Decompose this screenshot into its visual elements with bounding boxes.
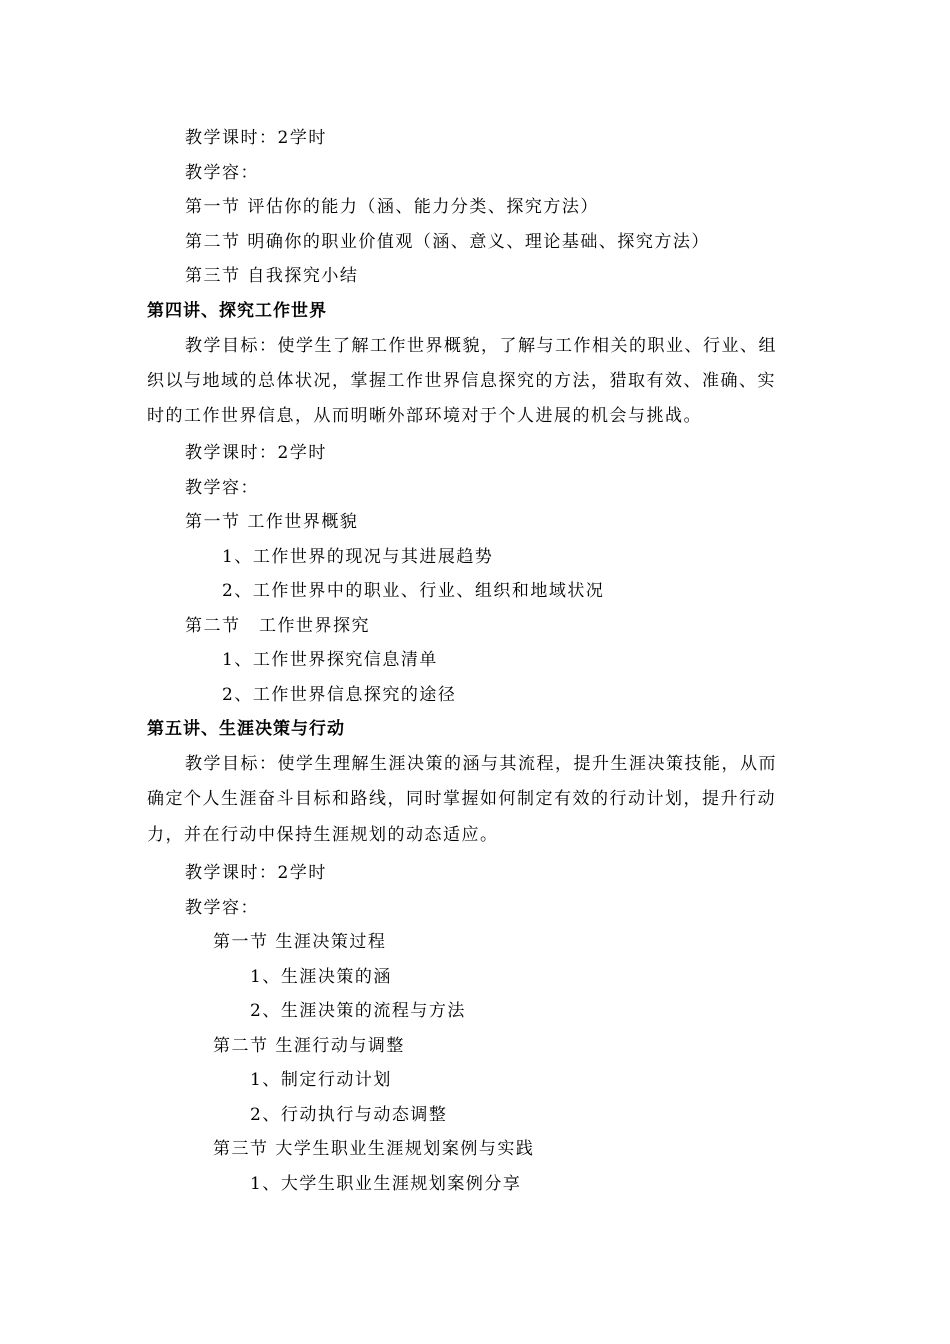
teaching-content-label: 教学容： <box>185 898 259 918</box>
section-heading: 第一节 生涯决策过程 <box>213 932 387 952</box>
list-item: 1、大学生职业生涯规划案例分享 <box>250 1174 522 1194</box>
lecture-title: 第五讲、生涯决策与行动 <box>147 719 345 739</box>
teaching-goal-line: 确定个人生涯奋斗目标和路线，同时掌握如何制定有效的行动计划，提升行动 <box>147 789 776 809</box>
list-item: 1、生涯决策的涵 <box>250 967 392 987</box>
list-item: 2、行动执行与动态调整 <box>250 1105 448 1125</box>
list-item: 1、工作世界探究信息清单 <box>222 650 438 670</box>
list-item: 2、工作世界信息探究的途径 <box>222 685 457 705</box>
section-heading: 第三节 大学生职业生涯规划案例与实践 <box>213 1139 535 1159</box>
section-heading: 第二节 明确你的职业价值观（涵、意义、理论基础、探究方法） <box>185 232 710 252</box>
teaching-content-label: 教学容： <box>185 478 259 498</box>
section-heading: 第三节 自我探究小结 <box>185 266 359 286</box>
list-item: 1、制定行动计划 <box>250 1070 392 1090</box>
teaching-goal-line: 教学目标：使学生了解工作世界概貌，了解与工作相关的职业、行业、组 <box>185 336 777 356</box>
teaching-goal-line: 力，并在行动中保持生涯规划的动态适应。 <box>147 825 499 845</box>
list-item: 2、工作世界中的职业、行业、组织和地域状况 <box>222 581 605 601</box>
teaching-goal-line: 时的工作世界信息，从而明晰外部环境对于个人进展的机会与挑战。 <box>147 406 702 426</box>
section-heading: 第一节 评估你的能力（涵、能力分类、探究方法） <box>185 197 599 217</box>
teaching-hours: 教学课时：2学时 <box>185 128 327 148</box>
lecture-title: 第四讲、探究工作世界 <box>147 301 327 321</box>
list-item: 1、工作世界的现况与其进展趋势 <box>222 547 494 567</box>
teaching-content-label: 教学容： <box>185 163 259 183</box>
teaching-hours: 教学课时：2学时 <box>185 863 327 883</box>
teaching-hours: 教学课时：2学时 <box>185 443 327 463</box>
section-heading: 第二节 生涯行动与调整 <box>213 1036 405 1056</box>
section-heading: 第一节 工作世界概貌 <box>185 512 359 532</box>
list-item: 2、生涯决策的流程与方法 <box>250 1001 466 1021</box>
section-heading: 第二节 工作世界探究 <box>185 616 370 636</box>
teaching-goal-line: 织以与地域的总体状况，掌握工作世界信息探究的方法，猎取有效、准确、实 <box>147 371 776 391</box>
teaching-goal-line: 教学目标：使学生理解生涯决策的涵与其流程，提升生涯决策技能，从而 <box>185 754 777 774</box>
